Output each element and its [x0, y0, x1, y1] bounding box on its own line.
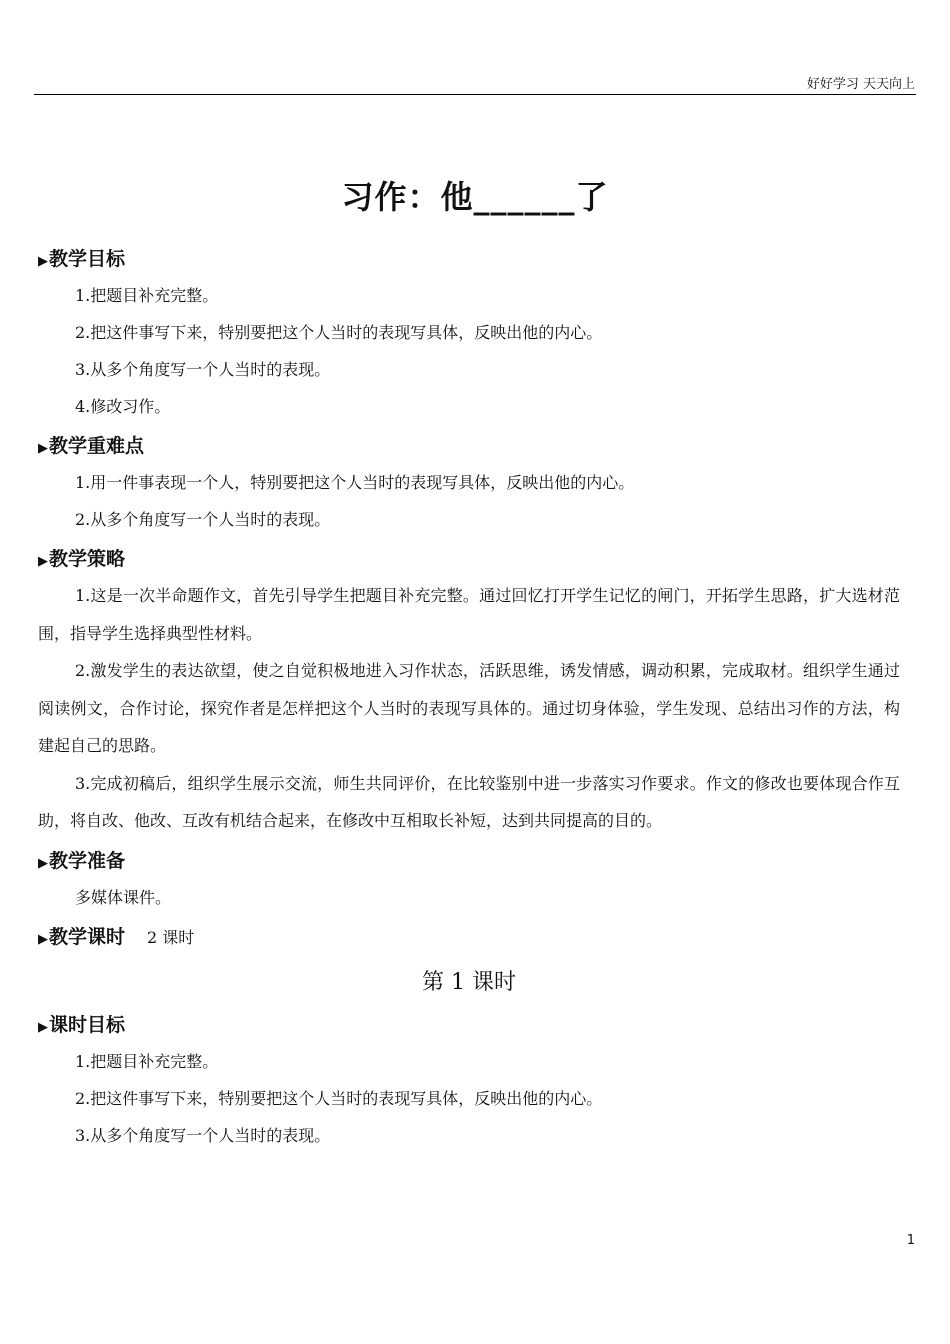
list-item: 2.把这件事写下来，特别要把这个人当时的表现写具体，反映出他的内心。	[75, 1088, 603, 1108]
list-item: 1.用一件事表现一个人，特别要把这个人当时的表现写具体，反映出他的内心。	[75, 473, 635, 492]
document-title: 习作：他______了	[341, 178, 609, 216]
list-item: 1.把题目补充完整。	[75, 286, 219, 305]
lesson-title: 第 1 课时	[422, 969, 516, 995]
header-divider	[34, 94, 916, 95]
triangle-bullet-icon: ▶	[38, 855, 48, 871]
periods-value: 2 课时	[147, 927, 195, 947]
list-item: 4.修改习作。	[75, 397, 171, 416]
page-number: 1	[906, 1233, 915, 1248]
document-body	[38, 238, 900, 1154]
triangle-bullet-icon: ▶	[38, 441, 48, 456]
strategy-paragraph: 2.激发学生的表达欲望，使之自觉积极地进入习作状态，活跃思维，诱发情感，调动积累，完成取材。组织学生通过阅读例文，合作讨论，探究作者是怎样把这个人当时的表现写具体的。通过切身体验，学生发现、总结出习作的方法，构建起自己的思路。	[38, 661, 900, 755]
triangle-bullet-icon: ▶	[38, 254, 48, 269]
section-heading-lesson-goals: ▶课时目标	[38, 1013, 126, 1036]
strategy-paragraph: 3.完成初稿后，组织学生展示交流，师生共同评价，在比较鉴别中进一步落实习作要求。作文的修改也要体现合作互助，将自改、他改、互改有机结合起来，在修改中互相取长补短，达到共同提高的目的。	[38, 773, 900, 830]
section-heading-preparation: ▶教学准备	[38, 849, 126, 872]
section-heading-key-points: ▶教学重难点	[38, 435, 145, 457]
triangle-bullet-icon: ▶	[38, 1019, 48, 1035]
list-item: 3.从多个角度写一个人当时的表现。	[75, 360, 331, 379]
page-header: 好好学习 天天向上	[806, 77, 915, 92]
triangle-bullet-icon: ▶	[38, 554, 48, 569]
list-item: 2.从多个角度写一个人当时的表现。	[75, 510, 331, 529]
section-heading-goals: ▶教学目标	[38, 248, 126, 270]
list-item: 1.把题目补充完整。	[75, 1051, 219, 1071]
section-heading-periods: ▶教学课时 2 课时	[38, 925, 195, 948]
list-item: 2.把这件事写下来，特别要把这个人当时的表现写具体，反映出他的内心。	[75, 323, 603, 342]
list-item: 3.从多个角度写一个人当时的表现。	[75, 1125, 331, 1145]
section-heading-strategy: ▶教学策略	[38, 548, 126, 570]
strategy-paragraph: 1.这是一次半命题作文，首先引导学生把题目补充完整。通过回忆打开学生记忆的闸门，开拓学生思路，扩大选材范围，指导学生选择典型性材料。	[38, 586, 900, 643]
triangle-bullet-icon: ▶	[38, 931, 48, 947]
preparation-text: 多媒体课件。	[75, 887, 172, 907]
